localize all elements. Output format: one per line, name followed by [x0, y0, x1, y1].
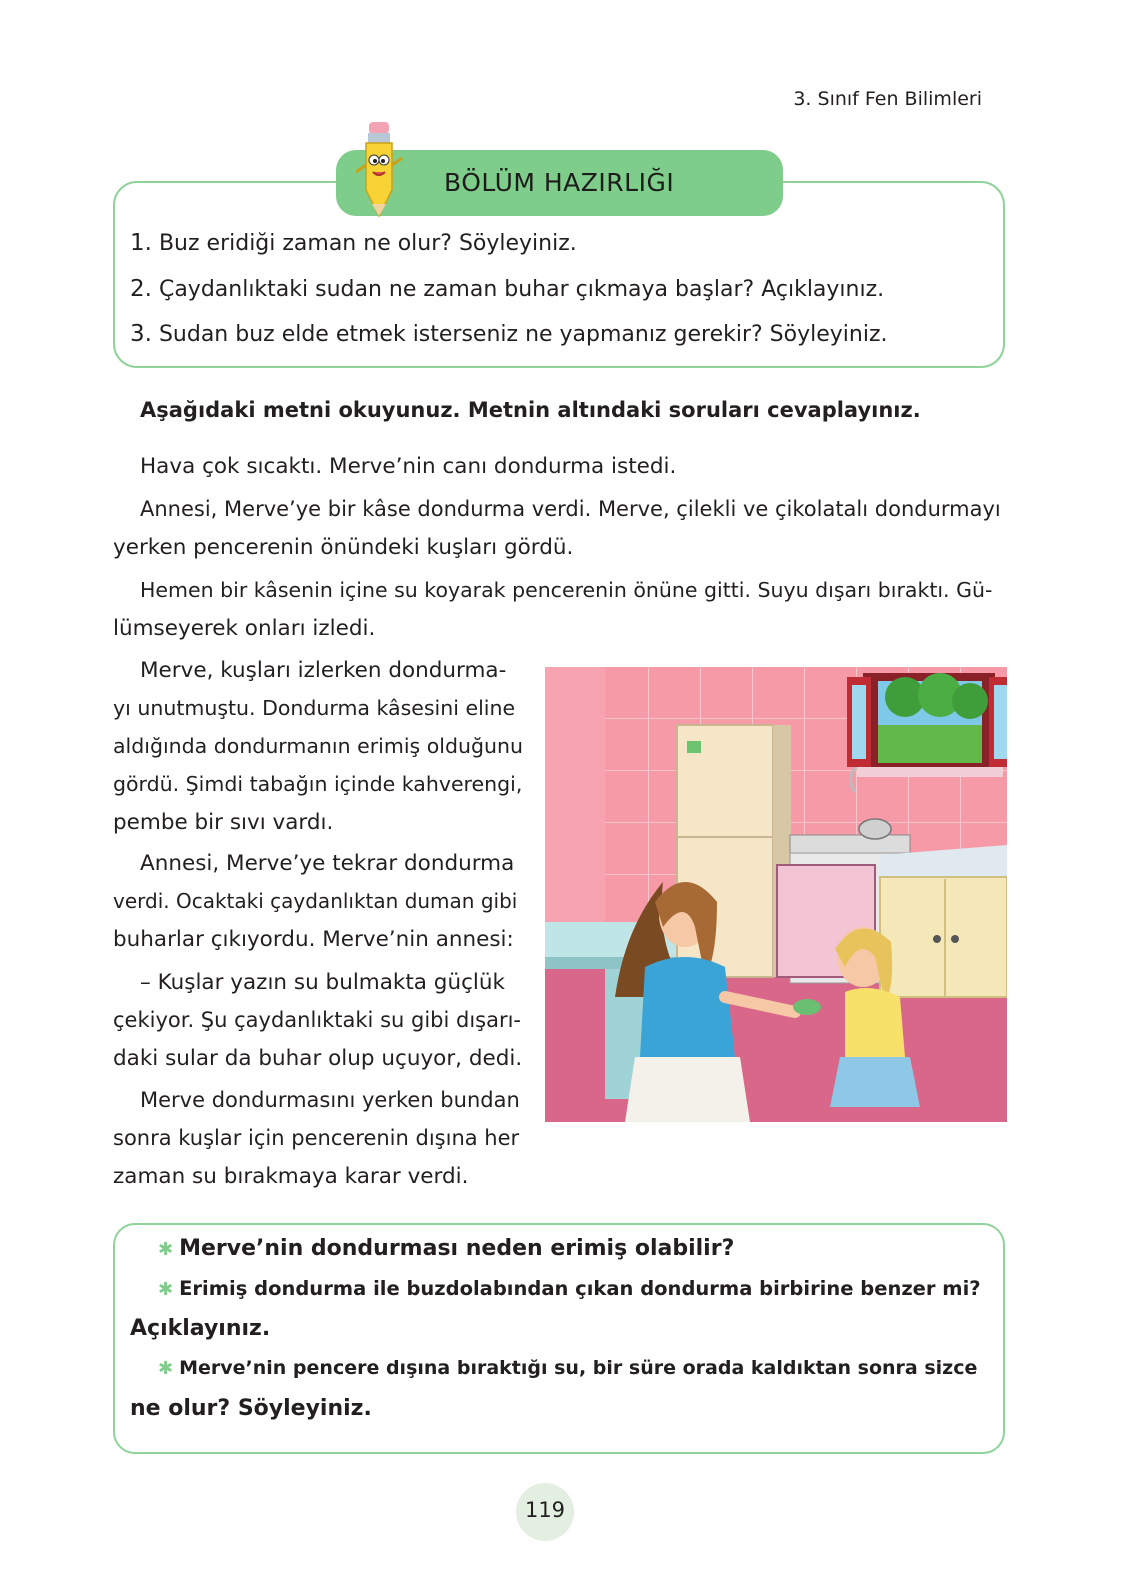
prep-title: BÖLÜM HAZIRLIĞI [444, 168, 675, 197]
question-text: Merve’nin dondurması neden erimiş olabilir? [179, 1236, 735, 1261]
page-number: 119 [524, 1498, 566, 1522]
story-left-line: – Kuşlar yazın su bulmakta güçlük [140, 970, 505, 995]
bottom-question-2 [158, 1277, 981, 1300]
question-number: 2. [130, 276, 152, 302]
story-left-line: yı unutmuştu. Dondurma kâsesini eline [113, 696, 516, 720]
story-left-line: aldığında dondurmanın erimiş olduğunu [113, 734, 523, 758]
story-left-line: buharlar çıkıyordu. Merve’nin annesi: [113, 927, 514, 952]
question-number: 3. [130, 321, 152, 347]
story-left-line: gördü. Şimdi tabağın içinde kahverengi, [113, 772, 523, 796]
story-left-line: Merve dondurmasını yerken bundan [140, 1088, 520, 1112]
question-text: Buz eridiği zaman ne olur? Söyleyiniz. [158, 231, 577, 256]
story-left-line: zaman su bırakmaya karar verdi. [113, 1164, 469, 1189]
bottom-question-3-cont: ne olur? Söyleyiniz. [130, 1396, 372, 1421]
kitchen-illustration [545, 667, 1007, 1122]
story-p2-line2: yerken pencerenin önündeki kuşları gördü. [113, 535, 574, 560]
question-text: Merve’nin pencere dışına bıraktığı su, bir süre orada kaldıktan sonra sizce [179, 1357, 978, 1379]
question-number: 1. [130, 230, 152, 256]
story-left-line: sonra kuşlar için pencerenin dışına her [113, 1126, 520, 1150]
question-text: Erimiş dondurma ile buzdolabından çıkan dondurma birbirine benzer mi? [179, 1277, 981, 1300]
story-p3-line1: Hemen bir kâsenin içine su koyarak pencerenin önüne gitti. Suyu dışarı bıraktı. Gü- [140, 578, 993, 602]
prep-question-2 [130, 274, 884, 305]
prep-question-1 [130, 228, 577, 259]
bottom-question-3 [158, 1357, 977, 1379]
star-bullet-icon: ✱ [158, 1279, 174, 1300]
story-left-line: Annesi, Merve’ye tekrar dondurma [140, 851, 515, 876]
bottom-question-1 [158, 1236, 734, 1261]
pencil-mascot-icon [352, 120, 406, 220]
star-bullet-icon: ✱ [158, 1358, 174, 1379]
story-p3-line2: lümseyerek onları izledi. [113, 616, 376, 641]
story-left-line: Merve, kuşları izlerken dondurma- [140, 658, 507, 683]
story-p1: Hava çok sıcaktı. Merve’nin canı dondurma istedi. [140, 454, 677, 479]
story-left-line: daki sular da buhar olup uçuyor, dedi. [113, 1046, 523, 1071]
story-p2-line1: Annesi, Merve’ye bir kâse dondurma verdi. Merve, çilekli ve çikolatalı dondurmayı [140, 497, 1001, 521]
question-text: Sudan buz elde etmek isterseniz ne yapmanız gerekir? Söyleyiniz. [158, 322, 888, 347]
prep-question-3 [130, 319, 888, 350]
story-left-line: pembe bir sıvı vardı. [113, 810, 334, 835]
header-subject: 3. Sınıf Fen Bilimleri [793, 88, 982, 110]
question-text: Çaydanlıktaki sudan ne zaman buhar çıkmaya başlar? Açıklayınız. [158, 277, 885, 302]
instruction: Aşağıdaki metni okuyunuz. Metnin altındaki soruları cevaplayınız. [140, 398, 921, 422]
story-left-line: çekiyor. Şu çaydanlıktaki su gibi dışarı- [113, 1008, 522, 1032]
bottom-question-2-cont: Açıklayınız. [130, 1316, 271, 1341]
star-bullet-icon: ✱ [158, 1239, 174, 1260]
story-left-line: verdi. Ocaktaki çaydanlıktan duman gibi [113, 889, 518, 913]
